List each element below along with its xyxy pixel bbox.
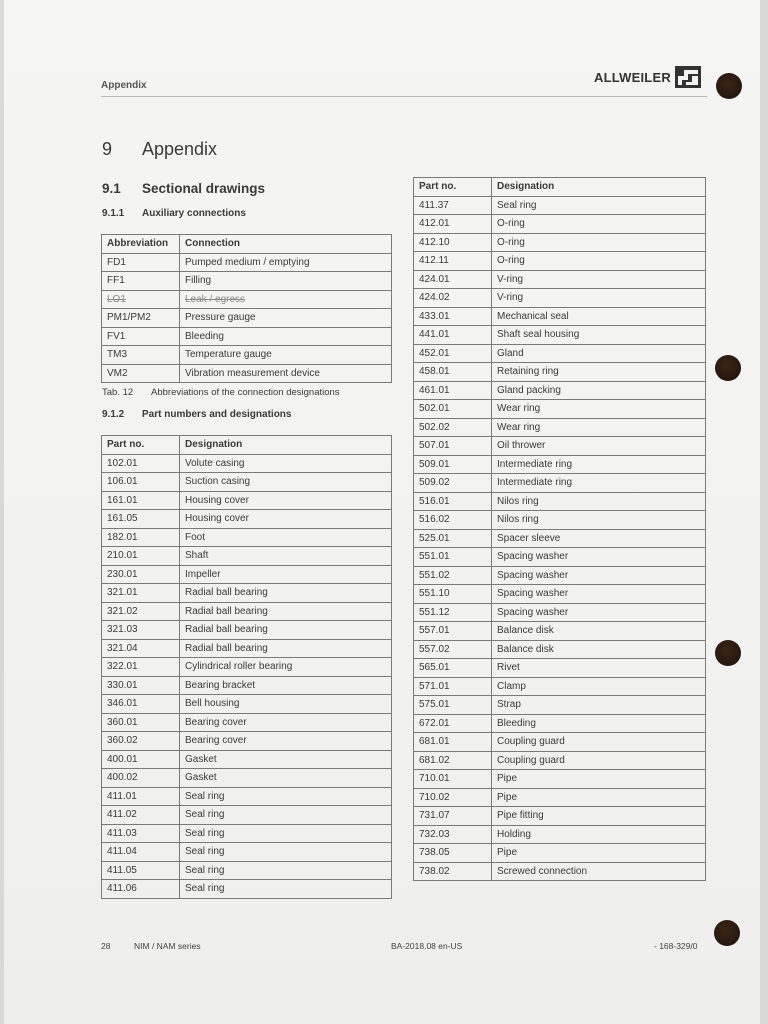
connection-cell: Pumped medium / emptying [180, 253, 392, 272]
punch-hole [714, 920, 740, 946]
part-number-cell: 321.02 [102, 602, 180, 621]
table-row [102, 695, 392, 714]
abbreviation-cell: PM1/PM2 [102, 309, 180, 328]
subsection-title: Part numbers and designations [142, 409, 292, 420]
table-row [102, 491, 392, 510]
designation-cell: O-ring [492, 233, 706, 252]
table-row [414, 862, 706, 881]
designation-cell: Balance disk [492, 640, 706, 659]
designation-cell: V-ring [492, 289, 706, 308]
designation-cell: Suction casing [180, 473, 392, 492]
table-row [102, 787, 392, 806]
designation-cell: Seal ring [180, 806, 392, 825]
part-number-cell: 433.01 [414, 307, 492, 326]
table-row [102, 565, 392, 584]
part-number-cell: 672.01 [414, 714, 492, 733]
designation-cell: Seal ring [180, 880, 392, 899]
chapter-heading [102, 139, 217, 160]
table-row [414, 326, 706, 345]
table-row [414, 363, 706, 382]
table-row [414, 437, 706, 456]
column-header: Part no. [414, 178, 492, 197]
table-row [414, 751, 706, 770]
part-number-cell: 452.01 [414, 344, 492, 363]
subsection-number: 9.1.2 [102, 409, 125, 420]
designation-cell: Bleeding [492, 714, 706, 733]
designation-cell: Radial ball bearing [180, 602, 392, 621]
part-number-cell: 458.01 [414, 363, 492, 382]
table-row [102, 473, 392, 492]
table-row [414, 548, 706, 567]
column-header: Designation [492, 178, 706, 197]
designation-cell: Wear ring [492, 418, 706, 437]
part-number-cell: 210.01 [102, 547, 180, 566]
designation-cell: Gasket [180, 750, 392, 769]
table-row [414, 196, 706, 215]
table-row [414, 659, 706, 678]
part-number-cell: 732.03 [414, 825, 492, 844]
part-number-cell: 509.01 [414, 455, 492, 474]
table-row [102, 510, 392, 529]
part-number-cell: 575.01 [414, 696, 492, 715]
abbreviation-cell: VM2 [102, 364, 180, 383]
table-row [414, 289, 706, 308]
part-number-cell: 710.01 [414, 770, 492, 789]
brand-logo [594, 66, 701, 88]
designation-cell: Radial ball bearing [180, 584, 392, 603]
connection-cell: Vibration measurement device [180, 364, 392, 383]
designation-cell: Bearing bracket [180, 676, 392, 695]
parts-table-right [413, 177, 706, 881]
column-header: Part no. [102, 436, 180, 455]
table-row [102, 880, 392, 899]
part-number-cell: 346.01 [102, 695, 180, 714]
designation-cell: Radial ball bearing [180, 639, 392, 658]
part-number-cell: 400.01 [102, 750, 180, 769]
part-number-cell: 509.02 [414, 474, 492, 493]
table-row [414, 844, 706, 863]
subsection-title: Auxiliary connections [142, 208, 246, 219]
part-number-cell: 412.11 [414, 252, 492, 271]
part-number-cell: 230.01 [102, 565, 180, 584]
table-row [414, 677, 706, 696]
designation-cell: Impeller [180, 565, 392, 584]
part-number-cell: 106.01 [102, 473, 180, 492]
designation-cell: Gland [492, 344, 706, 363]
part-number-cell: 681.01 [414, 733, 492, 752]
designation-cell: Volute casing [180, 454, 392, 473]
table-row [414, 788, 706, 807]
table-row [414, 270, 706, 289]
brand-name: ALLWEILER [594, 69, 671, 85]
table-row [102, 528, 392, 547]
column-header: Abbreviation [102, 235, 180, 254]
designation-cell: Nilos ring [492, 492, 706, 511]
designation-cell: Spacing washer [492, 566, 706, 585]
table-row [102, 621, 392, 640]
designation-cell: Gland packing [492, 381, 706, 400]
designation-cell: Spacer sleeve [492, 529, 706, 548]
punch-hole [716, 73, 742, 99]
table-row [414, 529, 706, 548]
subsection-heading [102, 409, 291, 420]
table-row [414, 622, 706, 641]
connection-cell: Pressure gauge [180, 309, 392, 328]
document-page [4, 0, 760, 1024]
column-header: Connection [180, 235, 392, 254]
abbreviation-cell: TM3 [102, 346, 180, 365]
table-header-row [414, 178, 706, 197]
connection-cell: Leak / egress [180, 290, 392, 309]
table-row [102, 454, 392, 473]
designation-cell: Foot [180, 528, 392, 547]
designation-cell: Pipe fitting [492, 807, 706, 826]
part-number-cell: 731.07 [414, 807, 492, 826]
designation-cell: Housing cover [180, 510, 392, 529]
part-number-cell: 360.02 [102, 732, 180, 751]
subsection-number: 9.1.1 [102, 208, 125, 219]
part-number-cell: 321.04 [102, 639, 180, 658]
table-row [414, 511, 706, 530]
table-row [414, 400, 706, 419]
part-number-cell: 161.05 [102, 510, 180, 529]
designation-cell: Pipe [492, 844, 706, 863]
punch-hole [715, 640, 741, 666]
part-number-cell: 502.02 [414, 418, 492, 437]
designation-cell: Balance disk [492, 622, 706, 641]
designation-cell: Housing cover [180, 491, 392, 510]
designation-cell: Seal ring [180, 787, 392, 806]
part-number-cell: 411.04 [102, 843, 180, 862]
designation-cell: Seal ring [180, 861, 392, 880]
table-row [414, 603, 706, 622]
table-row [414, 696, 706, 715]
table-row [102, 547, 392, 566]
part-number-cell: 557.02 [414, 640, 492, 659]
designation-cell: Holding [492, 825, 706, 844]
part-number-cell: 360.01 [102, 713, 180, 732]
table-row [414, 455, 706, 474]
table-row [102, 713, 392, 732]
part-number-cell: 571.01 [414, 677, 492, 696]
table-row [102, 290, 392, 309]
part-number-cell: 321.01 [102, 584, 180, 603]
part-number-cell: 738.02 [414, 862, 492, 881]
part-number-cell: 516.02 [414, 511, 492, 530]
table-row [102, 824, 392, 843]
part-number-cell: 441.01 [414, 326, 492, 345]
part-number-cell: 710.02 [414, 788, 492, 807]
table-row [102, 806, 392, 825]
part-number-cell: 424.02 [414, 289, 492, 308]
table-row [414, 807, 706, 826]
footer-doc-id: BA-2018.08 en-US [391, 941, 463, 951]
part-number-cell: 461.01 [414, 381, 492, 400]
part-number-cell: 411.01 [102, 787, 180, 806]
table-row [414, 566, 706, 585]
table-row [414, 640, 706, 659]
table-row [414, 492, 706, 511]
part-number-cell: 411.05 [102, 861, 180, 880]
designation-cell: Seal ring [180, 843, 392, 862]
designation-cell: Rivet [492, 659, 706, 678]
footer-series: NIM / NAM series [134, 941, 201, 951]
table-row [102, 364, 392, 383]
table-row [414, 344, 706, 363]
table-row [102, 639, 392, 658]
designation-cell: Radial ball bearing [180, 621, 392, 640]
part-number-cell: 565.01 [414, 659, 492, 678]
caption-number: Tab. 12 [102, 387, 134, 398]
designation-cell: Clamp [492, 677, 706, 696]
part-number-cell: 551.02 [414, 566, 492, 585]
part-number-cell: 322.01 [102, 658, 180, 677]
table-header-row [102, 235, 392, 254]
table-header-row [102, 436, 392, 455]
designation-cell: Intermediate ring [492, 474, 706, 493]
column-header: Designation [180, 436, 392, 455]
designation-cell: Seal ring [492, 196, 706, 215]
designation-cell: Oil thrower [492, 437, 706, 456]
designation-cell: Coupling guard [492, 733, 706, 752]
part-number-cell: 681.02 [414, 751, 492, 770]
table-row [414, 474, 706, 493]
table-row [414, 770, 706, 789]
punch-hole [715, 355, 741, 381]
designation-cell: Spacing washer [492, 548, 706, 567]
part-number-cell: 102.01 [102, 454, 180, 473]
chapter-number: 9 [102, 139, 113, 159]
abbreviation-cell: FV1 [102, 327, 180, 346]
table-row [102, 272, 392, 291]
part-number-cell: 507.01 [414, 437, 492, 456]
chapter-title: Appendix [142, 139, 218, 159]
table-row [102, 769, 392, 788]
designation-cell: Retaining ring [492, 363, 706, 382]
allweiler-logo-icon [675, 66, 701, 88]
footer-page-number: 28 [101, 941, 111, 951]
designation-cell: Strap [492, 696, 706, 715]
part-number-cell: 551.01 [414, 548, 492, 567]
header-rule [101, 96, 707, 97]
table-caption [102, 387, 340, 398]
table-row [102, 750, 392, 769]
table-row [414, 418, 706, 437]
designation-cell: Bearing cover [180, 732, 392, 751]
table-row [414, 733, 706, 752]
table-row [414, 714, 706, 733]
designation-cell: Shaft seal housing [492, 326, 706, 345]
part-number-cell: 400.02 [102, 769, 180, 788]
designation-cell: Gasket [180, 769, 392, 788]
part-number-cell: 161.01 [102, 491, 180, 510]
table-row [102, 732, 392, 751]
designation-cell: Seal ring [180, 824, 392, 843]
table-row [102, 676, 392, 695]
designation-cell: O-ring [492, 215, 706, 234]
abbreviation-cell: LO1 [102, 290, 180, 309]
table-row [414, 215, 706, 234]
part-number-cell: 738.05 [414, 844, 492, 863]
connection-cell: Filling [180, 272, 392, 291]
part-number-cell: 411.37 [414, 196, 492, 215]
designation-cell: Nilos ring [492, 511, 706, 530]
designation-cell: Bearing cover [180, 713, 392, 732]
part-number-cell: 412.01 [414, 215, 492, 234]
part-number-cell: 330.01 [102, 676, 180, 695]
section-number: 9.1 [102, 181, 121, 196]
table-row [102, 658, 392, 677]
part-number-cell: 411.02 [102, 806, 180, 825]
designation-cell: Pipe [492, 770, 706, 789]
section-heading [102, 181, 265, 196]
designation-cell: Spacing washer [492, 585, 706, 604]
designation-cell: Wear ring [492, 400, 706, 419]
designation-cell: Shaft [180, 547, 392, 566]
part-number-cell: 551.12 [414, 603, 492, 622]
caption-text: Abbreviations of the connection designations [151, 387, 340, 398]
table-row [102, 861, 392, 880]
part-number-cell: 411.03 [102, 824, 180, 843]
designation-cell: Screwed connection [492, 862, 706, 881]
designation-cell: Bell housing [180, 695, 392, 714]
part-number-cell: 502.01 [414, 400, 492, 419]
parts-table-left [101, 435, 392, 899]
part-number-cell: 411.06 [102, 880, 180, 899]
part-number-cell: 182.01 [102, 528, 180, 547]
table-row [102, 346, 392, 365]
designation-cell: Spacing washer [492, 603, 706, 622]
part-number-cell: 551.10 [414, 585, 492, 604]
connection-cell: Temperature gauge [180, 346, 392, 365]
connection-cell: Bleeding [180, 327, 392, 346]
table-row [102, 253, 392, 272]
table-row [414, 252, 706, 271]
designation-cell: Coupling guard [492, 751, 706, 770]
abbreviation-cell: FF1 [102, 272, 180, 291]
table-row [102, 584, 392, 603]
designation-cell: Pipe [492, 788, 706, 807]
table-row [102, 309, 392, 328]
designation-cell: V-ring [492, 270, 706, 289]
part-number-cell: 525.01 [414, 529, 492, 548]
table-row [414, 381, 706, 400]
designation-cell: Intermediate ring [492, 455, 706, 474]
footer-reference: - 168-329/0 [654, 941, 698, 951]
table-row [102, 327, 392, 346]
running-header: Appendix [101, 80, 147, 91]
table-row [414, 233, 706, 252]
designation-cell: Cylindrical roller bearing [180, 658, 392, 677]
part-number-cell: 424.01 [414, 270, 492, 289]
table-row [414, 825, 706, 844]
table-row [102, 602, 392, 621]
connections-table [101, 234, 392, 383]
section-title: Sectional drawings [142, 181, 266, 196]
part-number-cell: 412.10 [414, 233, 492, 252]
part-number-cell: 516.01 [414, 492, 492, 511]
designation-cell: Mechanical seal [492, 307, 706, 326]
abbreviation-cell: FD1 [102, 253, 180, 272]
table-row [414, 307, 706, 326]
part-number-cell: 557.01 [414, 622, 492, 641]
table-row [102, 843, 392, 862]
part-number-cell: 321.03 [102, 621, 180, 640]
subsection-heading [102, 208, 246, 219]
table-row [414, 585, 706, 604]
designation-cell: O-ring [492, 252, 706, 271]
